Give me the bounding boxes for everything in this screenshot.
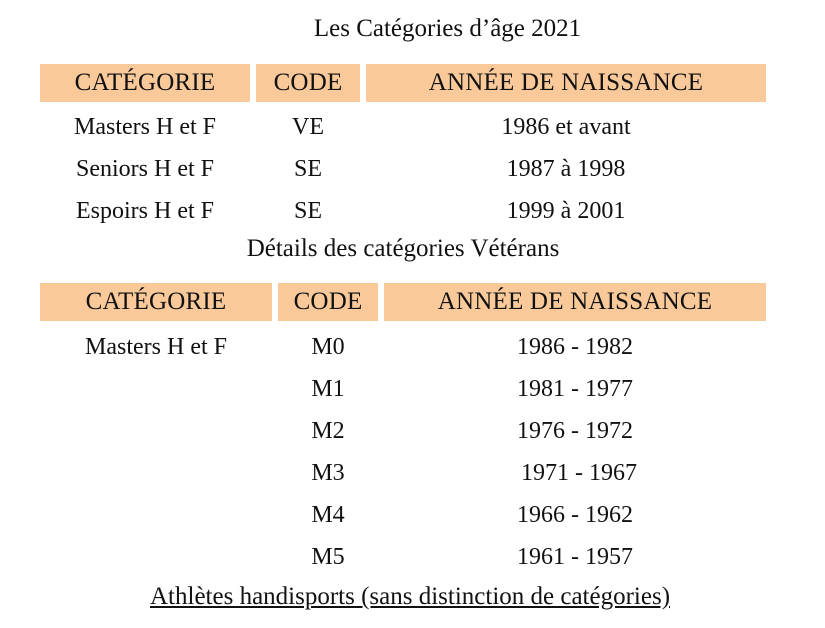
table2-cell-annee: 1971 - 1967 [521,460,637,486]
table2-cell-code: M4 [311,502,345,528]
table1-header-categorie: CATÉGORIE [40,64,250,102]
table1-header-code: CODE [256,64,360,102]
table1-cell-categorie: Masters H et F [74,114,216,140]
table2-cell-code: M5 [311,544,345,570]
handisport-footer-note: Athlètes handisports (sans distinction de catégories) [150,583,671,610]
table1-cell-code: SE [293,156,322,182]
table1-header-annee: ANNÉE DE NAISSANCE [366,64,766,102]
table1-cell-annee: 1999 à 2001 [506,198,626,224]
table2-cell-annee: 1966 - 1962 [517,502,633,528]
table1-cell-code: SE [293,198,322,224]
table2-cell-code: M3 [311,460,345,486]
table1-cell-annee: 1986 et avant [501,114,631,140]
table2-cell-annee: 1986 - 1982 [517,334,633,360]
table1-cell-code: VE [292,114,324,140]
table2-cell-categorie: Masters H et F [85,334,227,360]
table1-cell-categorie: Espoirs H et F [76,198,214,224]
section-subtitle: Détails des catégories Vétérans [246,235,560,262]
page-title: Les Catégories d’âge 2021 [313,15,582,42]
table2-cell-annee: 1976 - 1972 [517,418,633,444]
table2-header-code: CODE [278,283,378,321]
table2-cell-annee: 1981 - 1977 [517,376,633,402]
table2-header-categorie: CATÉGORIE [40,283,272,321]
table2-cell-code: M1 [311,376,345,402]
table2-cell-code: M2 [311,418,345,444]
table1-cell-categorie: Seniors H et F [76,156,214,182]
table1-cell-annee: 1987 à 1998 [506,156,626,182]
table2-cell-code: M0 [311,334,345,360]
table2-header-annee: ANNÉE DE NAISSANCE [384,283,766,321]
table2-cell-annee: 1961 - 1957 [517,544,633,570]
